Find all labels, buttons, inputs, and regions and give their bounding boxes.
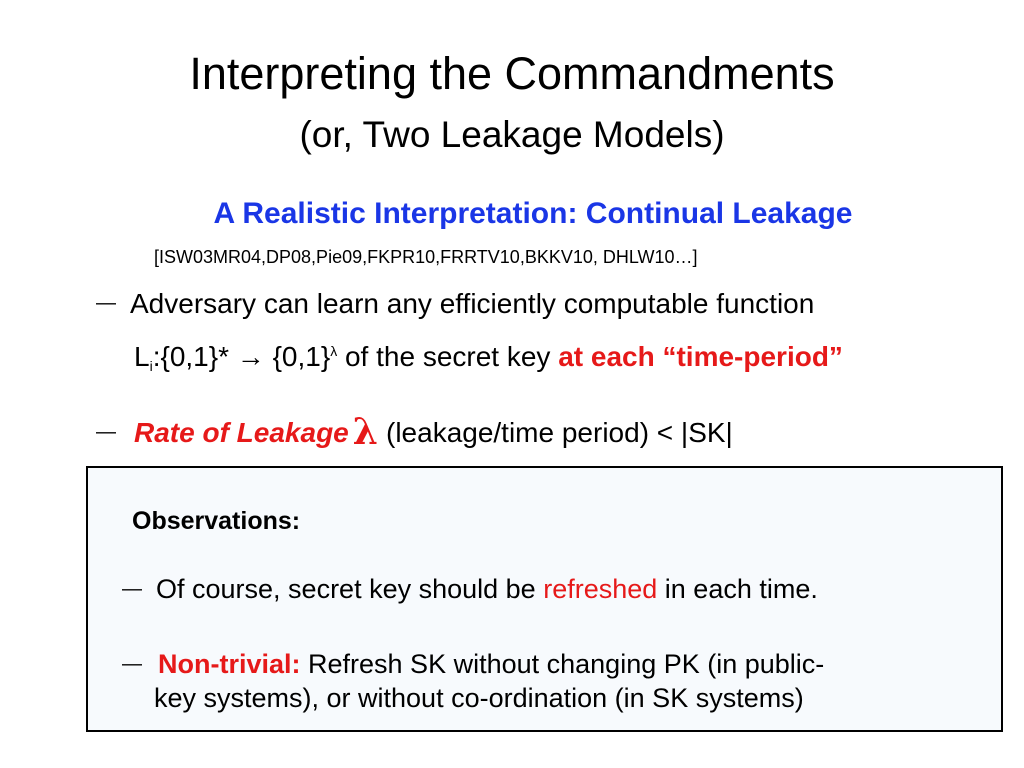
observations-title: Observations: bbox=[132, 507, 301, 535]
bullet-dash: — bbox=[122, 578, 142, 600]
observation-text: Of course, secret key should be bbox=[156, 574, 544, 604]
observation-non-trivial-line1 bbox=[122, 646, 824, 682]
references-citation: [ISW03MR04,DP08,Pie09,FKPR10,FRRTV10,BKKV10, DHLW10…] bbox=[154, 247, 698, 267]
bullet-adversary-line1 bbox=[96, 284, 814, 323]
lambda-symbol: λ bbox=[352, 411, 378, 453]
bullet-text-rest: of the secret key bbox=[337, 341, 559, 372]
function-subscript: i bbox=[149, 358, 153, 374]
emphasis-time-period: at each “time-period” bbox=[558, 341, 843, 372]
bullet-dash: — bbox=[122, 653, 142, 675]
rate-of-leakage-term: Rate of Leakage bbox=[134, 417, 349, 448]
slide-subtitle: (or, Two Leakage Models) bbox=[299, 114, 725, 155]
bullet-adversary-line2 bbox=[134, 332, 843, 385]
bullet-dash: — bbox=[96, 421, 116, 443]
bullet-text: Adversary can learn any efficiently computable function bbox=[130, 288, 815, 319]
observation-text-end: in each time. bbox=[657, 574, 818, 604]
observation-non-trivial-line2: key systems), or without co-ordination (in SK systems) bbox=[154, 683, 804, 713]
observation-text: Refresh SK without changing PK (in public- bbox=[300, 649, 825, 679]
bullet-dash: — bbox=[96, 292, 116, 314]
non-trivial-label: Non-trivial: bbox=[158, 649, 301, 679]
slide-title: Interpreting the Commandments bbox=[189, 48, 835, 99]
bullet-rate-of-leakage bbox=[96, 410, 733, 455]
function-superscript: λ bbox=[330, 343, 338, 359]
highlight-refreshed: refreshed bbox=[543, 574, 658, 604]
function-signature: :{0,1}* → {0,1} bbox=[152, 341, 331, 372]
function-name: L bbox=[134, 341, 150, 372]
observation-refresh bbox=[122, 570, 818, 608]
rate-of-leakage-description: (leakage/time period) < |SK| bbox=[386, 417, 733, 448]
section-heading: A Realistic Interpretation: Continual Leakage bbox=[213, 197, 853, 230]
